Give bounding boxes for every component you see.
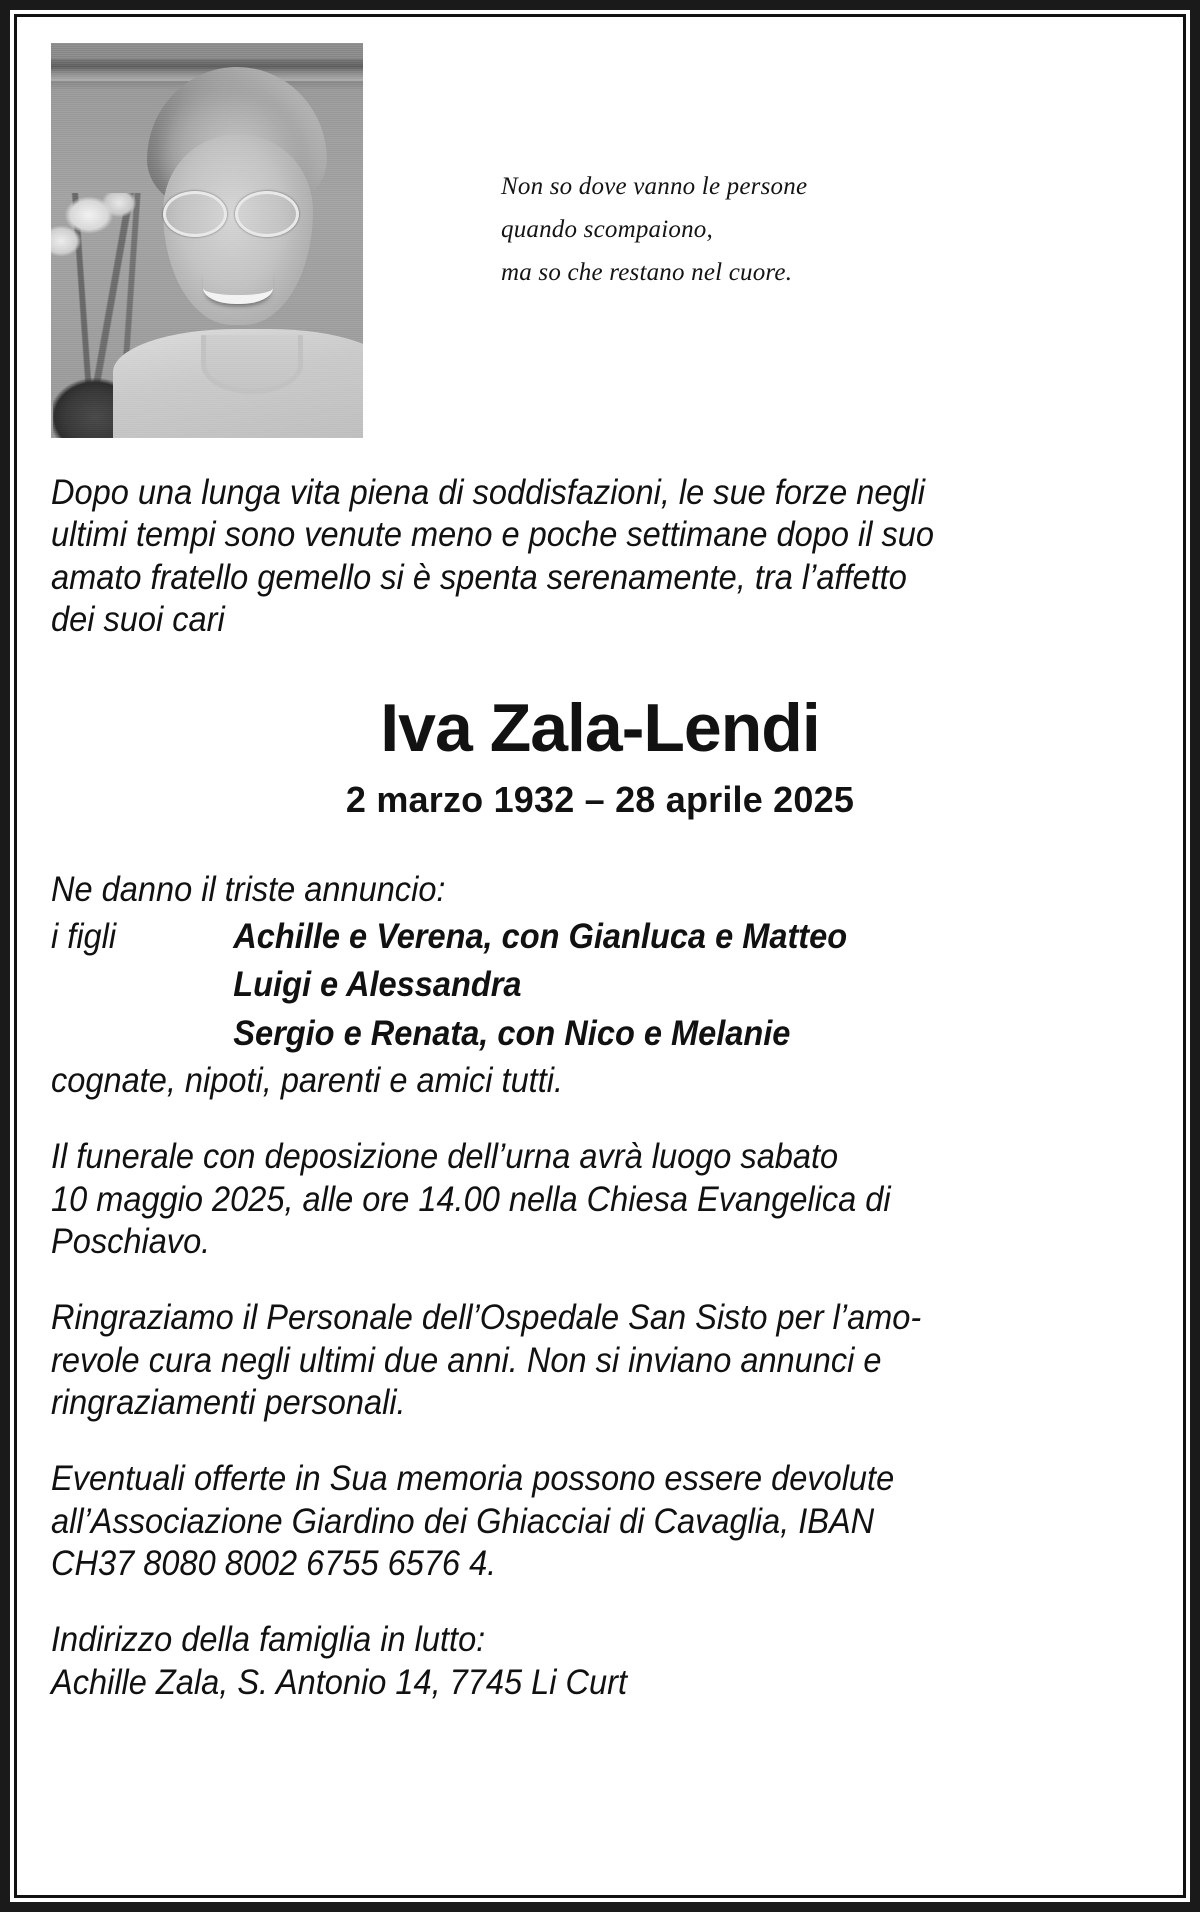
quote-line-1: Non so dove vanno le persone [501, 173, 808, 200]
thanks-paragraph [51, 1297, 1149, 1424]
intro-line-3: amato fratello gemello si è spenta serenamente, tra l’affetto [51, 557, 907, 597]
intro-paragraph [51, 472, 1149, 641]
photo-grain-overlay [51, 43, 363, 438]
announcement-block [51, 869, 1149, 1103]
header-block [51, 43, 1149, 438]
inner-frame-border [14, 14, 1186, 1898]
child-family-3: Sergio e Renata, con Nico e Melanie [233, 1013, 791, 1053]
children-label-spacer [51, 961, 233, 1009]
relatives-line: cognate, nipoti, parenti e amici tutti. [51, 1061, 564, 1100]
funeral-paragraph [51, 1136, 1149, 1263]
family-address-block [51, 1619, 1149, 1704]
children-list [51, 913, 847, 1058]
outer-frame-gap [10, 10, 1190, 1902]
thanks-line-3: ringraziamenti personali. [51, 1383, 406, 1423]
thanks-line-1: Ringraziamo il Personale dell’Ospedale San Sisto per l’amo- [51, 1298, 922, 1338]
children-label-spacer-2 [51, 1010, 233, 1058]
quote-line-3: ma so che restano nel cuore. [501, 259, 793, 286]
children-row-1 [51, 913, 847, 961]
donations-iban: CH37 8080 8002 6755 6576 4. [51, 1544, 497, 1584]
funeral-line-2: 10 maggio 2025, alle ore 14.00 nella Chiesa Evangelica di [51, 1179, 891, 1219]
deceased-name: Iva Zala-Lendi [380, 690, 820, 767]
donations-line-1: Eventuali offerte in Sua memoria possono essere devolute [51, 1459, 895, 1499]
donations-paragraph [51, 1458, 1149, 1585]
notice-sheet [17, 17, 1183, 1895]
child-family-2: Luigi e Alessandra [233, 965, 522, 1005]
children-row-3 [51, 1010, 847, 1058]
thanks-line-2: revole cura negli ultimi due anni. Non si inviano annunci e [51, 1340, 882, 1380]
intro-line-2: ultimi tempi sono venute meno e poche settimane dopo il suo [51, 515, 934, 555]
funeral-line-1: Il funerale con deposizione dell’urna avrà luogo sabato [51, 1137, 839, 1177]
family-address-value: Achille Zala, S. Antonio 14, 7745 Li Curt [51, 1662, 627, 1702]
portrait-photo [51, 43, 363, 438]
announcement-lead: Ne danno il triste annuncio: [51, 869, 446, 909]
family-address-label: Indirizzo della famiglia in lutto: [51, 1620, 486, 1660]
child-family-1: Achille e Verena, con Gianluca e Matteo [233, 917, 848, 957]
donations-line-2: all’Associazione Giardino dei Ghiacciai di Cavaglia, IBAN [51, 1501, 875, 1541]
memorial-quote [363, 43, 1149, 294]
funeral-line-3: Poschiavo. [51, 1222, 211, 1262]
deceased-dates: 2 marzo 1932 – 28 aprile 2025 [345, 778, 855, 820]
children-row-2 [51, 961, 847, 1009]
intro-line-4: dei suoi cari [51, 600, 225, 640]
intro-line-1: Dopo una lunga vita piena di soddisfazioni, le sue forze negli [51, 473, 926, 512]
quote-line-2: quando scompaiono, [501, 216, 713, 243]
children-label: i figli [51, 917, 117, 957]
